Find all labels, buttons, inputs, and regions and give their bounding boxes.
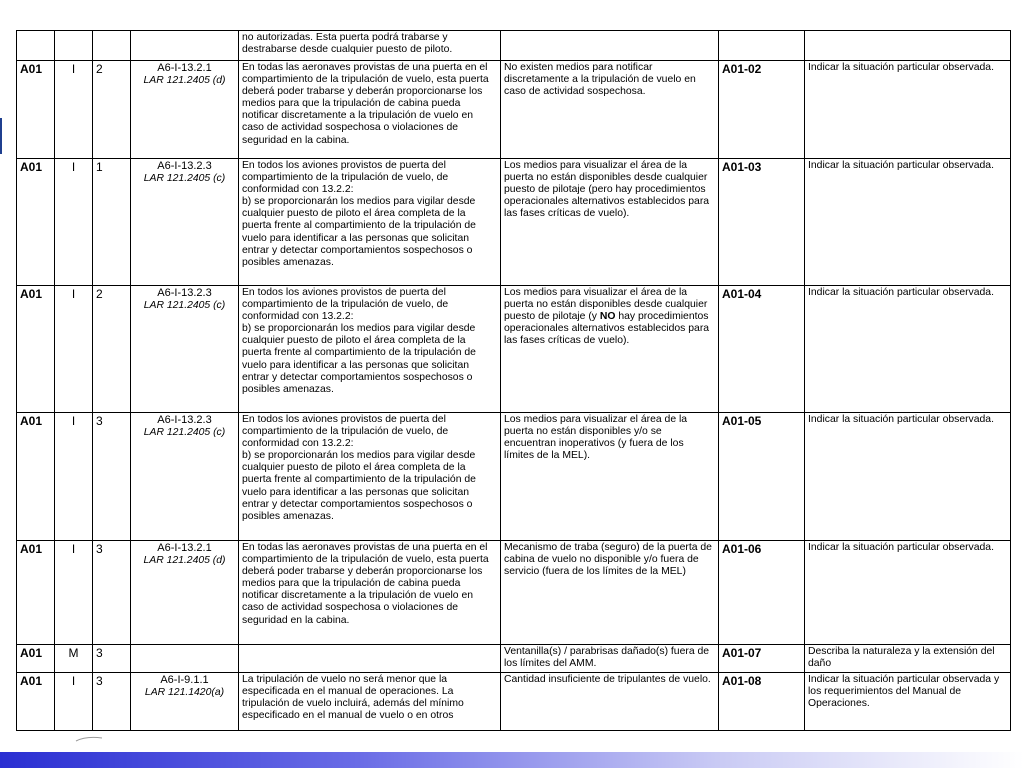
type-cell: I bbox=[55, 159, 93, 286]
code-cell: A01 bbox=[17, 159, 55, 286]
table-row bbox=[17, 61, 1011, 159]
lar-reference: LAR 121.2405 (c) bbox=[143, 173, 226, 184]
level-cell: 3 bbox=[93, 413, 131, 541]
level-cell: 2 bbox=[93, 61, 131, 159]
code-cell: A01 bbox=[17, 673, 55, 731]
code-cell bbox=[17, 31, 55, 61]
requirement-ref-cell bbox=[131, 31, 239, 61]
table-row bbox=[17, 645, 1011, 673]
type-cell: I bbox=[55, 541, 93, 645]
action-text: Indicar la situación particular observada. bbox=[805, 286, 1011, 413]
action-text: Indicar la situación particular observada. bbox=[805, 413, 1011, 541]
finding-code: A01-05 bbox=[719, 413, 805, 541]
table-row bbox=[17, 286, 1011, 413]
type-cell: I bbox=[55, 286, 93, 413]
level-cell: 3 bbox=[93, 541, 131, 645]
code-cell: A01 bbox=[17, 413, 55, 541]
finding-text: Mecanismo de traba (seguro) de la puerta de cabina de vuelo no disponible y/o fuera de servicio (fuera de los límites de la MEL) bbox=[501, 541, 719, 645]
finding-text: Los medios para visualizar el área de la puerta no están disponibles desde cualquier puesto de pilotaje (pero hay procedimientos operacionales alternativos establecidos para las fases críticas de vuelo). bbox=[501, 159, 719, 286]
requirement-text: En todos los aviones provistos de puerta del compartimiento de la tripulación de vuelo, de conformidad con 13.2.2: b) se proporcionarán los medios para vigilar desde cualquier puesto de piloto el área completa de la puerta frente al compartimiento de la tripulación de vuelo para identificar a las personas que solicitan entrar y detectar comportamientos sospechosos o posibles amenazas. bbox=[239, 413, 501, 541]
level-cell: 3 bbox=[93, 645, 131, 673]
table-row bbox=[17, 31, 1011, 61]
requirement-id: A6-I-13.2.3 bbox=[157, 160, 212, 172]
action-text: Indicar la situación particular observada. bbox=[805, 61, 1011, 159]
pen-mark bbox=[74, 735, 104, 743]
finding-code: A01-08 bbox=[719, 673, 805, 731]
requirement-id: A6-I-13.2.1 bbox=[157, 62, 212, 74]
type-cell: I bbox=[55, 413, 93, 541]
requirement-ref-cell bbox=[131, 159, 239, 286]
finding-code bbox=[719, 31, 805, 61]
finding-code: A01-03 bbox=[719, 159, 805, 286]
action-text: Indicar la situación particular observada. bbox=[805, 541, 1011, 645]
finding-text: Los medios para visualizar el área de la puerta no están disponibles y/o se encuentran inoperativos (y fuera de los límites de la MEL). bbox=[501, 413, 719, 541]
code-cell: A01 bbox=[17, 286, 55, 413]
type-cell: I bbox=[55, 673, 93, 731]
finding-text bbox=[501, 286, 719, 413]
level-cell: 2 bbox=[93, 286, 131, 413]
finding-text-emphasis: NO bbox=[599, 311, 616, 323]
action-text: Describa la naturaleza y la extensión del daño bbox=[805, 645, 1011, 673]
requirement-ref-cell bbox=[131, 645, 239, 673]
left-edge-mark bbox=[0, 118, 2, 154]
requirement-ref-cell bbox=[131, 61, 239, 159]
requirement-text: La tripulación de vuelo no será menor que la especificada en el manual de operaciones. La tripulación de vuelo incluirá, además del mínimo especificado en el manual de vuelo o en otros bbox=[239, 673, 501, 731]
finding-code: A01-04 bbox=[719, 286, 805, 413]
lar-reference: LAR 121.2405 (c) bbox=[143, 300, 226, 311]
requirement-text: no autorizadas. Esta puerta podrá trabarse y destrabarse desde cualquier puesto de piloto. bbox=[239, 31, 501, 61]
requirement-ref-cell bbox=[131, 413, 239, 541]
requirement-id: A6-I-13.2.3 bbox=[157, 287, 212, 299]
finding-text: Ventanilla(s) / parabrisas dañado(s) fuera de los límites del AMM. bbox=[501, 645, 719, 673]
lar-reference: LAR 121.2405 (d) bbox=[143, 75, 226, 86]
action-text bbox=[805, 31, 1011, 61]
finding-text-pre: Los medios para visualizar el área de la puerta no están disponibles desde cualquier puesto de pilotaje (y bbox=[504, 287, 708, 323]
code-cell: A01 bbox=[17, 645, 55, 673]
requirement-id: A6-I-13.2.3 bbox=[157, 414, 212, 426]
code-cell: A01 bbox=[17, 61, 55, 159]
finding-text-post: hay procedimientos operacionales alternativos establecidos para las fases críticas de vuelo). bbox=[504, 311, 710, 347]
lar-reference: LAR 121.2405 (d) bbox=[143, 555, 226, 566]
action-text: Indicar la situación particular observada. bbox=[805, 159, 1011, 286]
lar-reference: LAR 121.2405 (c) bbox=[143, 427, 226, 438]
level-cell: 1 bbox=[93, 159, 131, 286]
requirement-text: En todos los aviones provistos de puerta del compartimiento de la tripulación de vuelo, de conformidad con 13.2.2: b) se proporcionarán los medios para vigilar desde cualquier puesto de piloto el área completa de la puerta frente al compartimiento de la tripulación de vuelo para identificar a las personas que solicitan entrar y detectar comportamientos sospechosos o posibles amenazas. bbox=[239, 286, 501, 413]
finding-code: A01-07 bbox=[719, 645, 805, 673]
bottom-gradient-band bbox=[0, 752, 1024, 768]
finding-text bbox=[501, 31, 719, 61]
table-row bbox=[17, 673, 1011, 731]
level-cell bbox=[93, 31, 131, 61]
requirement-ref-cell bbox=[131, 541, 239, 645]
findings-table bbox=[16, 30, 1011, 731]
lar-reference: LAR 121.1420(a) bbox=[144, 687, 225, 698]
finding-text: No existen medios para notificar discretamente a la tripulación de vuelo en caso de actividad sospechosa. bbox=[501, 61, 719, 159]
action-text: Indicar la situación particular observada y los requerimientos del Manual de Operaciones. bbox=[805, 673, 1011, 731]
requirement-text: En todos los aviones provistos de puerta del compartimiento de la tripulación de vuelo, de conformidad con 13.2.2: b) se proporcionarán los medios para vigilar desde cualquier puesto de piloto el área completa de la puerta frente al compartimiento de la tripulación de vuelo para identificar a las personas que solicitan entrar y detectar comportamientos sospechosos o posibles amenazas. bbox=[239, 159, 501, 286]
requirement-text: En todas las aeronaves provistas de una puerta en el compartimiento de la tripulación de vuelo, esta puerta deberá poder trabarse y deberán proporcionarse los medios para que la tripulación de cabina pueda notificar discretamente a la tripulación de vuelo en caso de actividad sospechosa o violaciones de seguridad en la cabina. bbox=[239, 541, 501, 645]
table-row bbox=[17, 413, 1011, 541]
type-cell bbox=[55, 31, 93, 61]
type-cell: I bbox=[55, 61, 93, 159]
finding-text: Cantidad insuficiente de tripulantes de vuelo. bbox=[501, 673, 719, 731]
requirement-ref-cell bbox=[131, 286, 239, 413]
finding-code: A01-06 bbox=[719, 541, 805, 645]
type-cell: M bbox=[55, 645, 93, 673]
finding-code: A01-02 bbox=[719, 61, 805, 159]
requirement-text: En todas las aeronaves provistas de una puerta en el compartimiento de la tripulación de vuelo, esta puerta deberá poder trabarse y deberán proporcionarse los medios para que la tripulación de cabina pueda notificar discretamente a la tripulación de vuelo en caso de actividad sospechosa o violaciones de seguridad en la cabina. bbox=[239, 61, 501, 159]
table-row bbox=[17, 159, 1011, 286]
requirement-ref-cell bbox=[131, 673, 239, 731]
code-cell: A01 bbox=[17, 541, 55, 645]
level-cell: 3 bbox=[93, 673, 131, 731]
requirement-text bbox=[239, 645, 501, 673]
requirement-id: A6-I-13.2.1 bbox=[157, 542, 212, 554]
table-row bbox=[17, 541, 1011, 645]
requirement-id: A6-I-9.1.1 bbox=[160, 674, 209, 686]
